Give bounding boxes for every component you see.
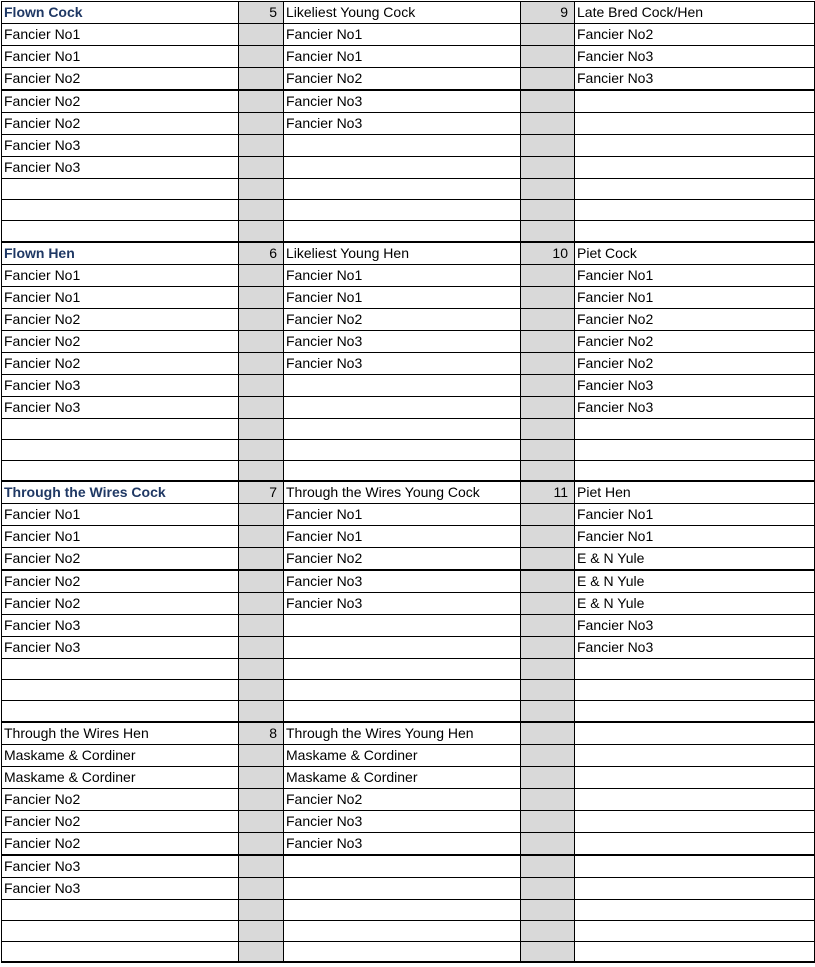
entry-cell-middle[interactable]: Fancier No2 [284, 68, 521, 91]
entry-cell-right[interactable] [575, 899, 815, 920]
spacer-cell-right[interactable] [521, 548, 575, 571]
spacer-cell-right[interactable] [521, 810, 575, 832]
entry-cell-middle[interactable] [284, 877, 521, 899]
entry-cell-left[interactable]: Fancier No1 [2, 526, 239, 548]
entry-cell-left[interactable]: Fancier No3 [2, 135, 239, 157]
entry-cell-middle[interactable] [284, 659, 521, 680]
entry-cell-right[interactable]: Fancier No2 [575, 308, 815, 330]
entry-cell-left[interactable] [2, 439, 239, 460]
section-title-middle[interactable]: Through the Wires Young Cock [284, 481, 521, 504]
entry-cell-left[interactable]: Fancier No1 [2, 24, 239, 46]
spacer-cell-right[interactable] [521, 659, 575, 680]
entry-cell-right[interactable]: Fancier No3 [575, 68, 815, 91]
section-title-right[interactable] [575, 722, 815, 745]
spacer-cell-right[interactable] [521, 855, 575, 878]
table-row [2, 810, 815, 832]
entry-cell-middle[interactable] [284, 637, 521, 659]
spacer-cell-left[interactable] [239, 46, 284, 68]
spacer-cell-right[interactable] [521, 832, 575, 855]
table-row [2, 504, 815, 526]
table-row [2, 899, 815, 920]
entry-cell-middle[interactable]: Fancier No1 [284, 286, 521, 308]
entry-cell-middle[interactable]: Fancier No2 [284, 308, 521, 330]
spacer-cell-right[interactable] [521, 680, 575, 701]
section-number-right[interactable]: 10 [521, 242, 575, 265]
spacer-cell-right[interactable] [521, 90, 575, 113]
entry-cell-right[interactable] [575, 701, 815, 722]
entry-cell-right[interactable] [575, 832, 815, 855]
table-row [2, 68, 815, 91]
section-title-left[interactable]: Through the Wires Cock [2, 481, 239, 504]
spacer-cell-left[interactable] [239, 701, 284, 722]
table-row [2, 46, 815, 68]
entry-cell-left[interactable]: Fancier No1 [2, 504, 239, 526]
spacer-cell-left[interactable] [239, 264, 284, 286]
spacer-cell-left[interactable] [239, 526, 284, 548]
spacer-cell-right[interactable] [521, 68, 575, 91]
entry-cell-middle[interactable]: Fancier No3 [284, 810, 521, 832]
section-number-right[interactable] [521, 722, 575, 745]
section-title-middle[interactable]: Through the Wires Young Hen [284, 722, 521, 745]
spacer-cell-left[interactable] [239, 179, 284, 200]
entry-cell-left[interactable] [2, 221, 239, 242]
spacer-cell-left[interactable] [239, 308, 284, 330]
entry-cell-right[interactable] [575, 788, 815, 810]
spacer-cell-right[interactable] [521, 200, 575, 221]
table-row [2, 615, 815, 637]
table-row [2, 855, 815, 878]
entry-cell-right[interactable]: Fancier No3 [575, 637, 815, 659]
entry-cell-middle[interactable]: Fancier No3 [284, 90, 521, 113]
entry-cell-left[interactable]: Fancier No2 [2, 548, 239, 571]
table-row [2, 374, 815, 396]
entry-cell-left[interactable]: Fancier No2 [2, 90, 239, 113]
spacer-cell-right[interactable] [521, 460, 575, 481]
entry-cell-left[interactable]: Fancier No2 [2, 352, 239, 374]
entry-cell-middle[interactable]: Fancier No3 [284, 113, 521, 135]
entry-cell-left[interactable]: Fancier No2 [2, 832, 239, 855]
section-title-right[interactable]: Piet Hen [575, 481, 815, 504]
spacer-cell-right[interactable] [521, 615, 575, 637]
spacer-cell-left[interactable] [239, 396, 284, 418]
table-row [2, 396, 815, 418]
entry-cell-right[interactable] [575, 200, 815, 221]
spacer-cell-left[interactable] [239, 418, 284, 439]
spacer-cell-right[interactable] [521, 330, 575, 352]
section-header-row [2, 2, 815, 24]
spacer-cell-left[interactable] [239, 832, 284, 855]
section-header-row [2, 722, 815, 745]
entry-cell-left[interactable]: Fancier No3 [2, 615, 239, 637]
spacer-cell-right[interactable] [521, 221, 575, 242]
spacer-cell-left[interactable] [239, 352, 284, 374]
spacer-cell-right[interactable] [521, 637, 575, 659]
spacer-cell-left[interactable] [239, 439, 284, 460]
table-row [2, 788, 815, 810]
spacer-cell-right[interactable] [521, 570, 575, 593]
entry-cell-left[interactable] [2, 899, 239, 920]
entry-cell-right[interactable] [575, 744, 815, 766]
entry-cell-left[interactable]: Fancier No2 [2, 593, 239, 615]
entry-cell-middle[interactable] [284, 680, 521, 701]
entry-cell-left[interactable]: Fancier No1 [2, 46, 239, 68]
entry-cell-middle[interactable]: Fancier No1 [284, 504, 521, 526]
table-row [2, 460, 815, 481]
entry-cell-middle[interactable]: Fancier No3 [284, 352, 521, 374]
entry-cell-middle[interactable] [284, 460, 521, 481]
entry-cell-left[interactable] [2, 200, 239, 221]
section-number-left[interactable]: 5 [239, 2, 284, 24]
entry-cell-right[interactable] [575, 810, 815, 832]
spacer-cell-left[interactable] [239, 877, 284, 899]
entry-cell-middle[interactable]: Fancier No3 [284, 570, 521, 593]
spacer-cell-right[interactable] [521, 113, 575, 135]
entry-cell-middle[interactable] [284, 615, 521, 637]
entry-cell-right[interactable]: E & N Yule [575, 593, 815, 615]
entry-cell-right[interactable]: Fancier No3 [575, 374, 815, 396]
table-row [2, 200, 815, 221]
entry-cell-middle[interactable] [284, 200, 521, 221]
spacer-cell-left[interactable] [239, 637, 284, 659]
entry-cell-middle[interactable] [284, 418, 521, 439]
entry-cell-left[interactable] [2, 701, 239, 722]
entry-cell-middle[interactable] [284, 701, 521, 722]
section-number-right[interactable]: 11 [521, 481, 575, 504]
entry-cell-right[interactable]: Fancier No1 [575, 504, 815, 526]
section-title-right[interactable]: Piet Cock [575, 242, 815, 265]
entry-cell-middle[interactable] [284, 221, 521, 242]
section-header-row [2, 481, 815, 504]
entry-cell-right[interactable]: Fancier No3 [575, 396, 815, 418]
entry-cell-left[interactable]: Fancier No2 [2, 810, 239, 832]
table-row [2, 526, 815, 548]
entry-cell-left[interactable] [2, 179, 239, 200]
table-row [2, 179, 815, 200]
spacer-cell-right[interactable] [521, 418, 575, 439]
table-row [2, 941, 815, 962]
spacer-cell-left[interactable] [239, 744, 284, 766]
entry-cell-left[interactable]: Maskame & Cordiner [2, 766, 239, 788]
entry-cell-right[interactable] [575, 680, 815, 701]
section-number-left[interactable]: 6 [239, 242, 284, 265]
spacer-cell-right[interactable] [521, 135, 575, 157]
entry-cell-left[interactable]: Fancier No3 [2, 877, 239, 899]
spacer-cell-left[interactable] [239, 113, 284, 135]
entry-cell-right[interactable] [575, 135, 815, 157]
spacer-cell-right[interactable] [521, 374, 575, 396]
entry-cell-left[interactable]: Fancier No1 [2, 264, 239, 286]
entry-cell-left[interactable] [2, 680, 239, 701]
table-row [2, 352, 815, 374]
spacer-cell-left[interactable] [239, 460, 284, 481]
entry-cell-middle[interactable] [284, 899, 521, 920]
spacer-cell-left[interactable] [239, 680, 284, 701]
entry-cell-right[interactable]: E & N Yule [575, 548, 815, 571]
entry-cell-right[interactable]: Fancier No1 [575, 264, 815, 286]
spacer-cell-right[interactable] [521, 941, 575, 962]
entry-cell-right[interactable] [575, 418, 815, 439]
table-row [2, 24, 815, 46]
spacer-cell-right[interactable] [521, 744, 575, 766]
section-number-left[interactable]: 7 [239, 481, 284, 504]
entry-cell-middle[interactable] [284, 374, 521, 396]
entry-cell-right[interactable] [575, 460, 815, 481]
table-row [2, 286, 815, 308]
entry-cell-right[interactable] [575, 941, 815, 962]
spacer-cell-left[interactable] [239, 766, 284, 788]
entry-cell-right[interactable]: Fancier No2 [575, 24, 815, 46]
spacer-cell-right[interactable] [521, 439, 575, 460]
sheet-body [2, 2, 815, 963]
entry-cell-left[interactable]: Fancier No2 [2, 308, 239, 330]
spacer-cell-left[interactable] [239, 157, 284, 179]
section-number-right[interactable]: 9 [521, 2, 575, 24]
entry-cell-middle[interactable]: Fancier No3 [284, 593, 521, 615]
entry-cell-right[interactable]: Fancier No2 [575, 330, 815, 352]
spacer-cell-right[interactable] [521, 396, 575, 418]
entry-cell-right[interactable] [575, 157, 815, 179]
section-title-left[interactable]: Through the Wires Hen [2, 722, 239, 745]
spacer-cell-right[interactable] [521, 24, 575, 46]
section-header-row [2, 242, 815, 265]
entry-cell-middle[interactable]: Fancier No2 [284, 788, 521, 810]
entry-cell-left[interactable] [2, 418, 239, 439]
spacer-cell-right[interactable] [521, 766, 575, 788]
entry-cell-middle[interactable] [284, 941, 521, 962]
spacer-cell-right[interactable] [521, 179, 575, 200]
entry-cell-right[interactable]: Fancier No3 [575, 46, 815, 68]
entry-cell-left[interactable] [2, 941, 239, 962]
entry-cell-middle[interactable]: Fancier No2 [284, 548, 521, 571]
spacer-cell-left[interactable] [239, 548, 284, 571]
spacer-cell-left[interactable] [239, 200, 284, 221]
entry-cell-right[interactable] [575, 90, 815, 113]
spacer-cell-left[interactable] [239, 221, 284, 242]
entry-cell-right[interactable]: Fancier No1 [575, 526, 815, 548]
entry-cell-left[interactable] [2, 659, 239, 680]
table-row [2, 90, 815, 113]
section-title-left[interactable]: Flown Hen [2, 242, 239, 265]
entry-cell-middle[interactable]: Maskame & Cordiner [284, 766, 521, 788]
table-row [2, 135, 815, 157]
spacer-cell-left[interactable] [239, 810, 284, 832]
table-row [2, 877, 815, 899]
spacer-cell-left[interactable] [239, 24, 284, 46]
spacer-cell-right[interactable] [521, 526, 575, 548]
section-title-middle[interactable]: Likeliest Young Cock [284, 2, 521, 24]
entry-cell-middle[interactable]: Fancier No3 [284, 832, 521, 855]
entry-cell-middle[interactable]: Fancier No3 [284, 330, 521, 352]
spacer-cell-left[interactable] [239, 855, 284, 878]
table-row [2, 832, 815, 855]
entry-cell-right[interactable] [575, 855, 815, 878]
entry-cell-right[interactable] [575, 877, 815, 899]
spacer-cell-right[interactable] [521, 899, 575, 920]
spacer-cell-right[interactable] [521, 46, 575, 68]
spacer-cell-left[interactable] [239, 920, 284, 941]
spacer-cell-left[interactable] [239, 286, 284, 308]
entry-cell-middle[interactable]: Fancier No1 [284, 264, 521, 286]
entry-cell-middle[interactable] [284, 855, 521, 878]
entry-cell-left[interactable]: Fancier No3 [2, 637, 239, 659]
table-row [2, 330, 815, 352]
table-row [2, 593, 815, 615]
table-row [2, 920, 815, 941]
entry-cell-left[interactable]: Fancier No2 [2, 570, 239, 593]
spacer-cell-right[interactable] [521, 701, 575, 722]
spacer-cell-right[interactable] [521, 593, 575, 615]
entry-cell-right[interactable]: Fancier No3 [575, 615, 815, 637]
spacer-cell-left[interactable] [239, 135, 284, 157]
table-row [2, 744, 815, 766]
table-row [2, 637, 815, 659]
entry-cell-left[interactable]: Maskame & Cordiner [2, 744, 239, 766]
entry-cell-left[interactable]: Fancier No2 [2, 68, 239, 91]
section-title-left[interactable]: Flown Cock [2, 2, 239, 24]
section-title-right[interactable]: Late Bred Cock/Hen [575, 2, 815, 24]
entry-cell-right[interactable]: Fancier No1 [575, 286, 815, 308]
entry-cell-left[interactable]: Fancier No1 [2, 286, 239, 308]
section-number-left[interactable]: 8 [239, 722, 284, 745]
spacer-cell-left[interactable] [239, 330, 284, 352]
entry-cell-left[interactable]: Fancier No3 [2, 396, 239, 418]
table-row [2, 701, 815, 722]
entry-cell-left[interactable]: Fancier No3 [2, 157, 239, 179]
spacer-cell-right[interactable] [521, 157, 575, 179]
spacer-cell-left[interactable] [239, 68, 284, 91]
table-row [2, 221, 815, 242]
spacer-cell-right[interactable] [521, 788, 575, 810]
table-row [2, 418, 815, 439]
section-title-middle[interactable]: Likeliest Young Hen [284, 242, 521, 265]
spacer-cell-left[interactable] [239, 941, 284, 962]
spacer-cell-left[interactable] [239, 615, 284, 637]
spacer-cell-right[interactable] [521, 920, 575, 941]
entry-cell-right[interactable] [575, 113, 815, 135]
spacer-cell-right[interactable] [521, 504, 575, 526]
spacer-cell-left[interactable] [239, 659, 284, 680]
spacer-cell-left[interactable] [239, 374, 284, 396]
table-row [2, 548, 815, 571]
entry-cell-middle[interactable]: Maskame & Cordiner [284, 744, 521, 766]
entry-cell-middle[interactable]: Fancier No1 [284, 46, 521, 68]
table-row [2, 308, 815, 330]
entry-cell-middle[interactable] [284, 439, 521, 460]
table-row [2, 113, 815, 135]
entry-cell-right[interactable]: E & N Yule [575, 570, 815, 593]
table-row [2, 659, 815, 680]
results-sheet [1, 1, 815, 963]
entry-cell-left[interactable]: Fancier No2 [2, 113, 239, 135]
entry-cell-middle[interactable] [284, 157, 521, 179]
entry-cell-middle[interactable] [284, 920, 521, 941]
entry-cell-left[interactable]: Fancier No3 [2, 855, 239, 878]
spacer-cell-right[interactable] [521, 286, 575, 308]
entry-cell-middle[interactable] [284, 135, 521, 157]
entry-cell-middle[interactable] [284, 396, 521, 418]
entry-cell-right[interactable]: Fancier No2 [575, 352, 815, 374]
entry-cell-left[interactable]: Fancier No2 [2, 330, 239, 352]
entry-cell-left[interactable] [2, 460, 239, 481]
table-row [2, 766, 815, 788]
table-row [2, 439, 815, 460]
entry-cell-right[interactable] [575, 920, 815, 941]
entry-cell-middle[interactable] [284, 179, 521, 200]
entry-cell-middle[interactable]: Fancier No1 [284, 24, 521, 46]
spacer-cell-left[interactable] [239, 504, 284, 526]
spacer-cell-left[interactable] [239, 593, 284, 615]
spacer-cell-right[interactable] [521, 352, 575, 374]
entry-cell-right[interactable] [575, 439, 815, 460]
entry-cell-left[interactable]: Fancier No3 [2, 374, 239, 396]
table-row [2, 157, 815, 179]
spacer-cell-left[interactable] [239, 570, 284, 593]
table-row [2, 570, 815, 593]
spacer-cell-right[interactable] [521, 308, 575, 330]
entry-cell-right[interactable] [575, 766, 815, 788]
entry-cell-right[interactable] [575, 179, 815, 200]
table-row [2, 680, 815, 701]
entry-cell-middle[interactable]: Fancier No1 [284, 526, 521, 548]
entry-cell-right[interactable] [575, 221, 815, 242]
spacer-cell-left[interactable] [239, 899, 284, 920]
table-row [2, 264, 815, 286]
entry-cell-left[interactable] [2, 920, 239, 941]
spacer-cell-right[interactable] [521, 264, 575, 286]
spacer-cell-right[interactable] [521, 877, 575, 899]
entry-cell-left[interactable]: Fancier No2 [2, 788, 239, 810]
spacer-cell-left[interactable] [239, 788, 284, 810]
spacer-cell-left[interactable] [239, 90, 284, 113]
entry-cell-right[interactable] [575, 659, 815, 680]
